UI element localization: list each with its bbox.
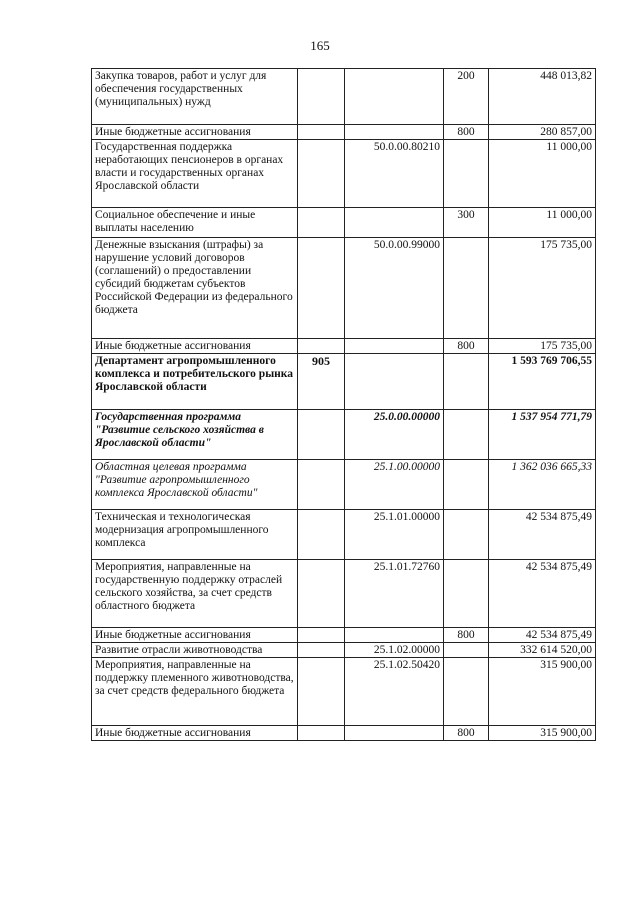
row-code-cell (345, 208, 444, 238)
table-row (92, 238, 596, 339)
row-name-cell: Иные бюджетные ассигнования (92, 339, 298, 354)
row-dept-cell (298, 69, 345, 125)
page-number: 165 (310, 38, 330, 53)
row-code-cell: 50.0.00.99000 (345, 238, 444, 339)
row-type-cell (444, 354, 489, 410)
row-amount-cell: 1 537 954 771,79 (489, 410, 596, 460)
row-amount-cell: 1 593 769 706,55 (489, 354, 596, 410)
table-row (92, 726, 596, 741)
row-type-cell (444, 238, 489, 339)
row-type-cell: 800 (444, 726, 489, 741)
row-dept-cell: 905 (298, 354, 345, 410)
row-name-cell: Техническая и технологическая модернизация агропромышленного комплекса (92, 510, 298, 560)
row-name-cell: Денежные взыскания (штрафы) за нарушение условий договоров (соглашений) о предоставлении субсидий бюджетам субъектов Российской Федерации из федерального бюджета (92, 238, 298, 339)
table-row (92, 410, 596, 460)
table-row (92, 658, 596, 726)
row-name-cell: Мероприятия, направленные на поддержку племенного животноводства, за счет средств федерального бюджета (92, 658, 298, 726)
row-amount-cell: 315 900,00 (489, 658, 596, 726)
row-type-cell (444, 510, 489, 560)
row-amount-cell: 42 534 875,49 (489, 628, 596, 643)
row-type-cell: 300 (444, 208, 489, 238)
row-dept-cell (298, 628, 345, 643)
row-name-cell: Государственная программа "Развитие сельского хозяйства в Ярославской области" (92, 410, 298, 460)
row-name-cell: Развитие отрасли животноводства (92, 643, 298, 658)
row-dept-cell (298, 643, 345, 658)
table-row (92, 560, 596, 628)
row-type-cell (444, 658, 489, 726)
row-name-cell: Иные бюджетные ассигнования (92, 628, 298, 643)
row-code-cell: 25.1.01.72760 (345, 560, 444, 628)
table-row (92, 208, 596, 238)
row-type-cell (444, 140, 489, 208)
row-dept-cell (298, 339, 345, 354)
table-row (92, 460, 596, 510)
row-code-cell (345, 69, 444, 125)
row-type-cell: 200 (444, 69, 489, 125)
row-code-cell: 25.1.02.50420 (345, 658, 444, 726)
row-dept-cell (298, 726, 345, 741)
row-dept-cell (298, 125, 345, 140)
row-name-cell: Государственная поддержка неработающих пенсионеров в органах власти и государственных органах Ярославской области (92, 140, 298, 208)
row-name-cell: Департамент агропромышленного комплекса и потребительского рынка Ярославской области (92, 354, 298, 410)
table-row (92, 628, 596, 643)
row-dept-cell (298, 510, 345, 560)
row-code-cell (345, 628, 444, 643)
row-type-cell: 800 (444, 628, 489, 643)
row-code-cell (345, 339, 444, 354)
row-name-cell: Иные бюджетные ассигнования (92, 125, 298, 140)
table-row (92, 354, 596, 410)
row-type-cell: 800 (444, 339, 489, 354)
row-name-cell: Мероприятия, направленные на государственную поддержку отраслей сельского хозяйства, за счет средств областного бюджета (92, 560, 298, 628)
row-amount-cell: 315 900,00 (489, 726, 596, 741)
table-row (92, 339, 596, 354)
row-code-cell: 25.0.00.00000 (345, 410, 444, 460)
row-dept-cell (298, 658, 345, 726)
row-amount-cell: 448 013,82 (489, 69, 596, 125)
table-row (92, 69, 596, 125)
budget-table (91, 68, 596, 741)
row-dept-cell (298, 140, 345, 208)
row-dept-cell (298, 410, 345, 460)
row-amount-cell: 332 614 520,00 (489, 643, 596, 658)
row-code-cell: 25.1.02.00000 (345, 643, 444, 658)
row-dept-cell (298, 560, 345, 628)
row-dept-cell (298, 238, 345, 339)
table-row (92, 510, 596, 560)
row-name-cell: Иные бюджетные ассигнования (92, 726, 298, 741)
row-code-cell (345, 125, 444, 140)
row-amount-cell: 175 735,00 (489, 339, 596, 354)
row-amount-cell: 1 362 036 665,33 (489, 460, 596, 510)
table-row (92, 140, 596, 208)
row-type-cell (444, 460, 489, 510)
row-name-cell: Закупка товаров, работ и услуг для обеспечения государственных (муниципальных) нужд (92, 69, 298, 125)
row-amount-cell: 175 735,00 (489, 238, 596, 339)
budget-table-body (92, 69, 596, 741)
row-type-cell: 800 (444, 125, 489, 140)
row-dept-cell (298, 208, 345, 238)
row-amount-cell: 280 857,00 (489, 125, 596, 140)
table-row (92, 643, 596, 658)
row-name-cell: Областная целевая программа "Развитие агропромышленного комплекса Ярославской области" (92, 460, 298, 510)
table-row (92, 125, 596, 140)
row-amount-cell: 42 534 875,49 (489, 560, 596, 628)
row-amount-cell: 11 000,00 (489, 140, 596, 208)
row-code-cell: 50.0.00.80210 (345, 140, 444, 208)
row-code-cell: 25.1.01.00000 (345, 510, 444, 560)
row-code-cell: 25.1.00.00000 (345, 460, 444, 510)
row-code-cell (345, 354, 444, 410)
row-type-cell (444, 560, 489, 628)
row-amount-cell: 11 000,00 (489, 208, 596, 238)
row-code-cell (345, 726, 444, 741)
row-type-cell (444, 643, 489, 658)
row-amount-cell: 42 534 875,49 (489, 510, 596, 560)
row-type-cell (444, 410, 489, 460)
row-name-cell: Социальное обеспечение и иные выплаты населению (92, 208, 298, 238)
row-dept-cell (298, 460, 345, 510)
